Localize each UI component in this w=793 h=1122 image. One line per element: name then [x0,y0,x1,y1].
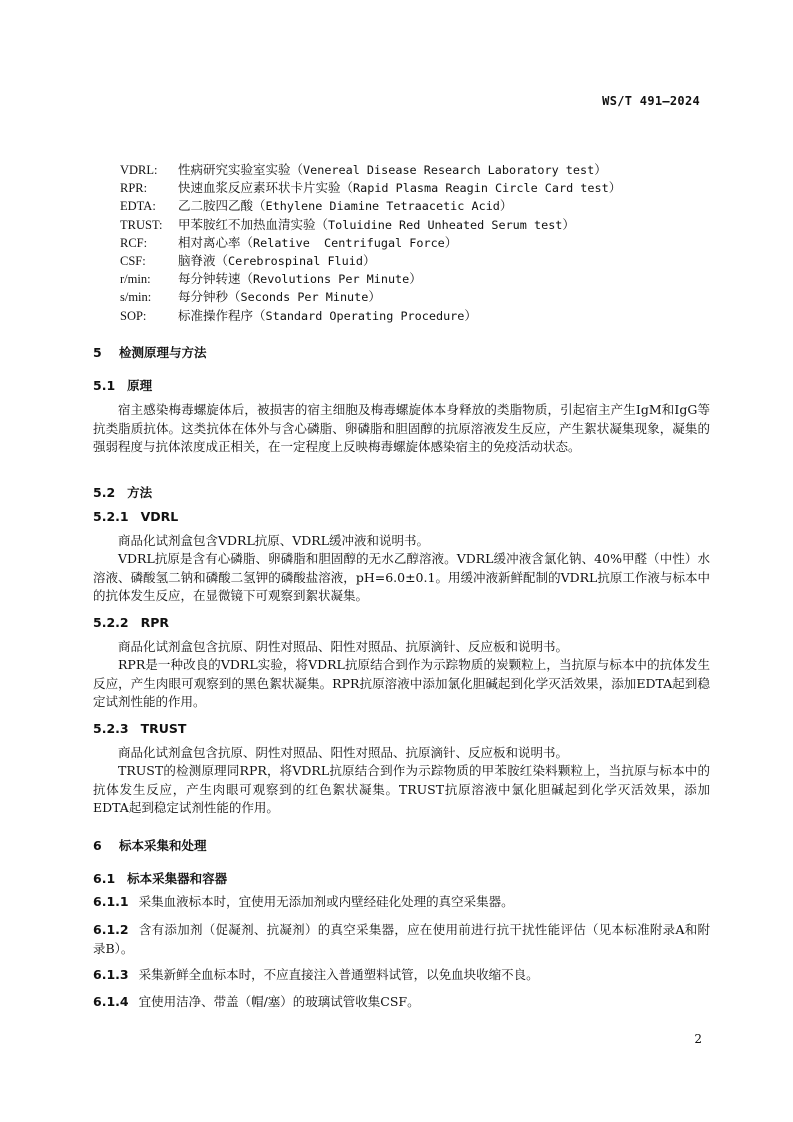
abbreviation-key: TRUST: [120,217,163,232]
clause-number: 6.1.3 [93,967,129,982]
subsection-number: 6.1 [93,871,116,886]
paragraph: 宿主感染梅毒螺旋体后，被损害的宿主细胞及梅毒螺旋体本身释放的类脂物质，引起宿主产生IgM和IgG等抗类脂质抗体。这类抗体在体外与含心磷脂、卵磷脂和胆固醇的抗原溶液发生反应，产生絮状凝集现象，凝集的强弱程度与抗体浓度成正相关，在一定程度上反映梅毒螺旋体感染宿主的免疫活动状态。 [93,402,710,454]
page-number: 2 [694,1032,702,1046]
definition-en: Relative Centrifugal Force [253,235,445,250]
abbreviation-row [120,216,680,234]
subsection-number: 5.2.2 [93,615,129,630]
definition-close: ） [409,271,422,287]
numbered-paragraph [93,921,710,958]
definition-zh: 快速血浆反应素环状卡片实验（ [178,180,354,196]
abbreviation-row [120,197,680,215]
abbreviation-row [120,161,680,179]
definition-en: Rapid Plasma Reagin Circle Card test [353,181,609,196]
abbreviation-definition [178,270,680,288]
subsection-number: 5.1 [93,378,116,393]
section-number: 5 [93,345,102,360]
subsection-number: 5.2.3 [93,721,129,736]
definition-close: ） [362,252,376,268]
abbreviation-definition [178,197,680,215]
definition-en: Seconds Per Minute [240,290,369,305]
abbreviation-row [120,252,680,270]
abbreviation-definition [178,234,680,252]
definition-zh: 性病研究实验室实验（ [178,162,304,177]
abbreviation-key: s/min: [120,290,152,305]
numbered-paragraph [93,966,710,985]
subsection-heading [93,509,710,524]
clause-text: 含有添加剂（促凝剂、抗凝剂）的真空采集器，应在使用前进行抗干扰性能评估（见本标准附录A和附录B）。 [93,922,710,956]
paragraph: 商品化试剂盒包含抗原、阴性对照品、阳性对照品、抗原滴针、反应板和说明书。 [118,745,569,760]
definition-zh: 乙二胺四乙酸（ [178,198,266,214]
subsection-heading [93,869,710,887]
subsection-title: VDRL [140,509,179,524]
abbreviation-definition [178,161,680,179]
definition-close: ） [464,307,477,323]
paragraph: VDRL抗原是含有心磷脂、卵磷脂和胆固醇的无水乙醇溶液。VDRL缓冲液含氯化钠、40%甲醛（中性）水溶液、磷酸氢二钠和磷酸二氢钾的磷酸盐溶液，pH=6.0±0.1。用缓冲液新鲜配制的VDRL抗原工作液与标本中的抗体发生反应，在显微镜下可观察到絮状凝集。 [93,551,710,603]
definition-en: Ethylene Diamine Tetraacetic Acid [265,199,500,214]
definition-close: ） [594,162,607,177]
subsection-heading [93,615,710,630]
definition-close: ） [444,234,458,250]
abbreviation-row [120,307,680,325]
subsection-title: 方法 [127,485,153,500]
subsection-title: 标本采集器和容器 [127,871,228,886]
definition-zh: 标准操作程序（ [178,307,266,323]
subsection-title: TRUST [140,721,187,736]
clause-number: 6.1.1 [93,894,129,909]
abbreviation-key: VDRL: [120,163,158,177]
definition-en: Cerebrospinal Fluid [228,253,363,268]
definition-zh: 甲苯胺红不加热血清实验（ [178,216,329,232]
abbreviation-row [120,288,680,306]
abbreviation-key: SOP: [120,308,147,323]
abbreviation-key: r/min: [120,272,151,287]
subsection-heading [93,721,710,736]
subsection-heading [93,376,710,394]
section-heading [93,836,710,854]
abbreviation-row [120,234,680,252]
numbered-paragraph [93,893,710,912]
definition-close: ） [368,289,381,305]
definition-en: Toluidine Red Unheated Serum test [328,217,563,232]
definition-close: ） [562,216,575,232]
abbreviation-key: RPR: [120,181,148,196]
abbreviation-row [120,270,680,288]
section-number: 6 [93,838,102,853]
section-title: 检测原理与方法 [119,345,207,360]
abbreviation-definition [178,179,680,197]
abbreviation-definition [178,288,680,306]
clause-number: 6.1.4 [93,994,129,1009]
abbreviation-list [120,161,680,325]
abbreviation-row [120,179,680,197]
subsection-number: 5.2.1 [93,509,129,524]
definition-en: Venereal Disease Research Laboratory test [303,163,595,177]
paragraph: RPR是一种改良的VDRL实验，将VDRL抗原结合到作为示踪物质的炭颗粒上，当抗原与标本中的抗体发生反应，产生肉眼可观察到的黑色絮状凝集。RPR抗原溶液中添加氯化胆碱起到化学灭活效果，添加EDTA起到稳定试剂性能的作用。 [93,657,710,709]
abbreviation-key: RCF: [120,235,148,250]
section-heading [93,343,710,361]
definition-close: ） [608,180,622,196]
abbreviation-key: CSF: [120,253,146,268]
subsection-title: 原理 [127,378,153,393]
subsection-title: RPR [140,615,170,630]
abbreviation-definition [178,307,680,325]
paragraph: TRUST的检测原理同RPR，将VDRL抗原结合到作为示踪物质的甲苯胺红染料颗粒上，当抗原与标本中的抗体发生反应，产生肉眼可观察到的红色絮状凝集。TRUST抗原溶液中氯化胆碱起到化学灭活效果，添加EDTA起到稳定试剂性能的作用。 [93,763,710,815]
definition-en: Revolutions Per Minute [253,272,410,287]
definition-zh: 相对离心率（ [178,234,254,250]
section-title: 标本采集和处理 [119,838,207,853]
numbered-paragraph [93,993,710,1012]
abbreviation-definition [178,252,680,270]
abbreviation-key: EDTA: [120,199,156,214]
definition-zh: 脑脊液（ [178,252,229,268]
definition-zh: 每分钟转速（ [178,271,254,287]
subsection-heading [93,483,710,501]
abbreviation-definition [178,216,680,234]
clause-text: 采集血液标本时，宜使用无添加剂或内壁经硅化处理的真空采集器。 [138,894,514,909]
subsection-number: 5.2 [93,485,116,500]
clause-text: 采集新鲜全血标本时，不应直接注入普通塑料试管，以免血块收缩不良。 [138,967,539,982]
definition-close: ） [499,198,513,214]
paragraph: 商品化试剂盒包含VDRL抗原、VDRL缓冲液和说明书。 [118,533,430,548]
definition-en: Standard Operating Procedure [265,308,465,323]
paragraph: 商品化试剂盒包含抗原、阴性对照品、阳性对照品、抗原滴针、反应板和说明书。 [118,639,569,654]
standard-code: WS/T 491—2024 [602,94,700,108]
clause-text: 宜使用洁净、带盖（帽/塞）的玻璃试管收集CSF。 [138,994,420,1009]
clause-number: 6.1.2 [93,922,129,937]
definition-zh: 每分钟秒（ [178,289,241,305]
